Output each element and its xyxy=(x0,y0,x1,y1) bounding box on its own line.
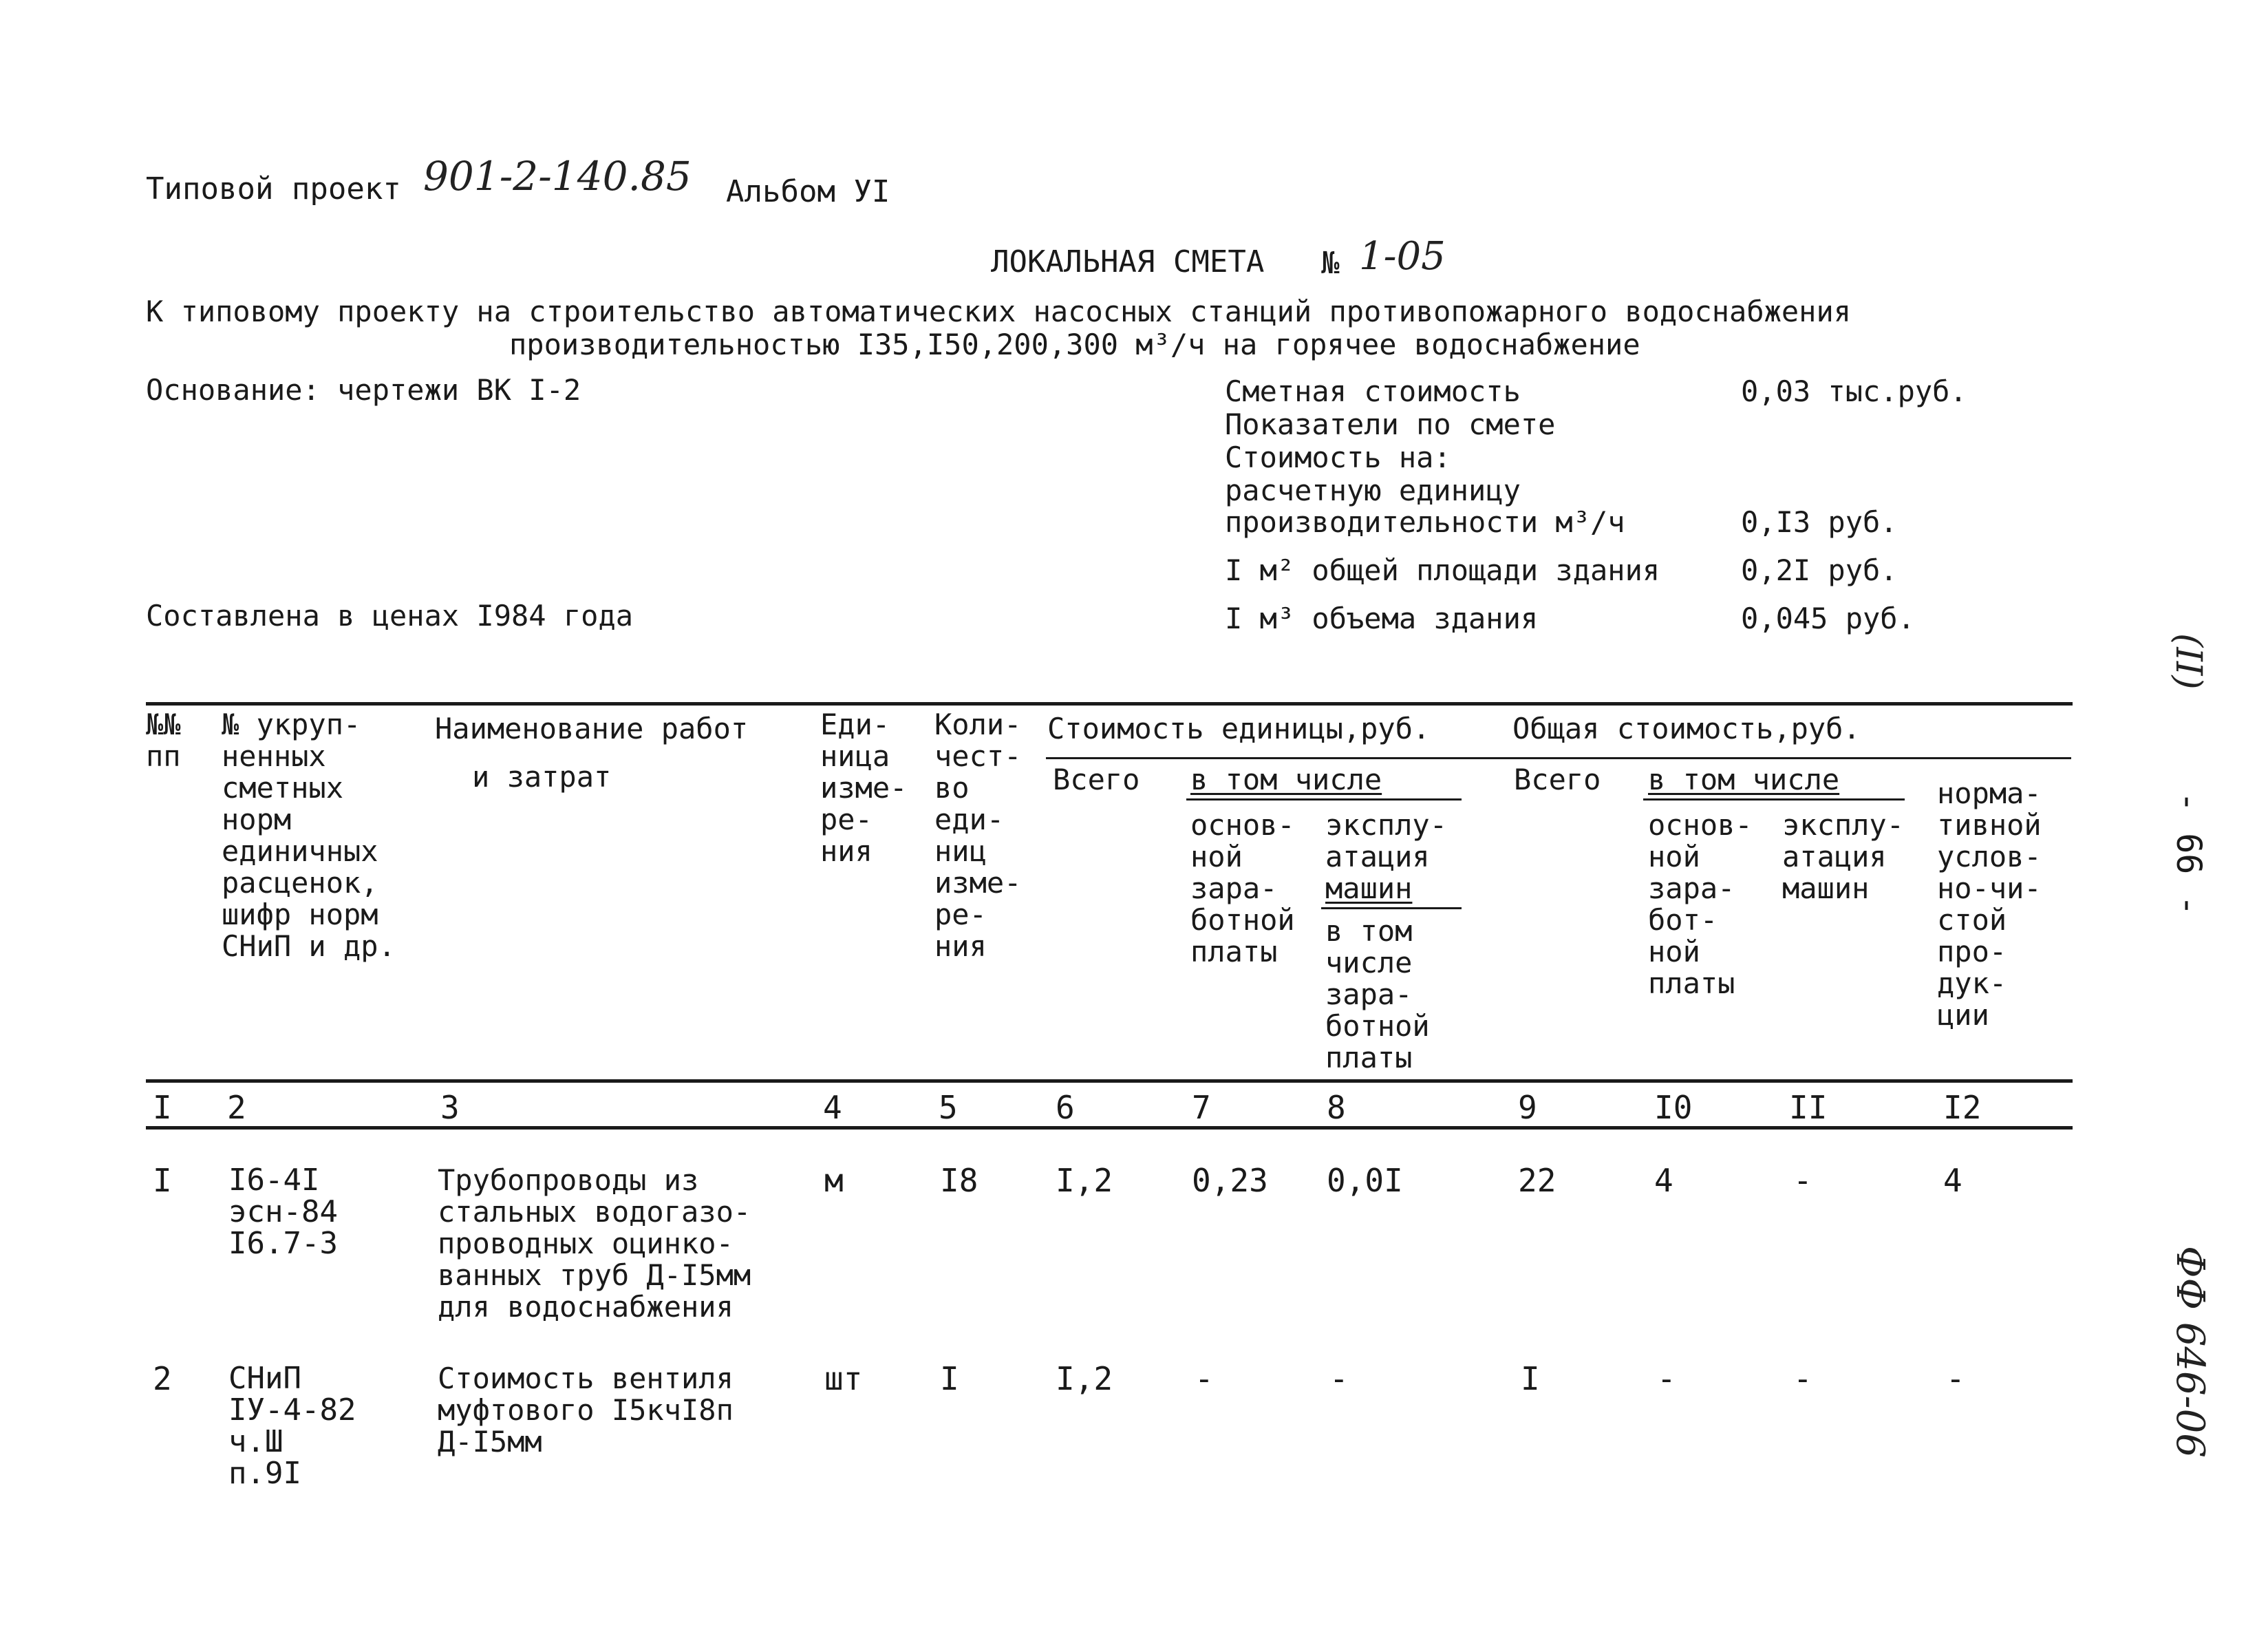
table-row-quantity: I xyxy=(940,1360,959,1397)
estimate-title: ЛОКАЛЬНАЯ СМЕТА xyxy=(991,244,1265,279)
col-number: 2 xyxy=(227,1089,246,1126)
col-numbers-rule xyxy=(146,1126,2073,1130)
col-number: 8 xyxy=(1327,1089,1346,1126)
summary-label: производительности м³/ч xyxy=(1225,505,1625,539)
header-unit: Еди- ница изме- ре- ния xyxy=(820,708,908,868)
header-unit-incl: в том числе xyxy=(1190,763,1382,796)
col-number: 4 xyxy=(823,1089,842,1126)
table-row-unit-machines: - xyxy=(1329,1360,1349,1397)
header-total-total: Всего xyxy=(1514,763,1601,796)
summary-value: 0,2I руб. xyxy=(1741,553,1898,587)
table-row-total: 22 xyxy=(1518,1162,1556,1199)
summary-label: Сметная стоимость xyxy=(1225,374,1521,408)
table-row-quantity: I8 xyxy=(940,1162,978,1199)
table-row-code: I6-4I эсн-84 I6.7-3 xyxy=(228,1163,338,1261)
table-row-total-salary: - xyxy=(1657,1360,1676,1397)
total-cost-rule xyxy=(1507,757,2071,759)
summary-label: расчетную единицу xyxy=(1225,474,1521,507)
header-quantity: Коли- чест- во еди- ниц изме- ре- ния xyxy=(934,708,1022,963)
col-number: I2 xyxy=(1943,1089,1982,1126)
table-row-unit-machines: 0,0I xyxy=(1327,1162,1403,1199)
estimate-number: 1-05 xyxy=(1359,234,1446,279)
table-row-unit: шт xyxy=(824,1360,863,1397)
header-work-name-2: и затрат xyxy=(472,760,612,794)
col-number: I xyxy=(153,1089,172,1126)
col-number: 6 xyxy=(1056,1089,1075,1126)
album-label: Альбом УI xyxy=(726,174,890,209)
header-unit-machines: эксплу- атация машин xyxy=(1325,808,1448,905)
page-number: - 66 - xyxy=(2169,792,2209,916)
project-label: Типовой проект xyxy=(146,171,401,206)
table-row-number: I xyxy=(153,1162,172,1199)
summary-label: I м² общей площади здания xyxy=(1225,553,1660,587)
summary-value: 0,I3 руб. xyxy=(1741,505,1898,539)
unit-cost-rule xyxy=(1046,757,1528,759)
col-number: 9 xyxy=(1518,1089,1537,1126)
col-number: 7 xyxy=(1192,1089,1211,1126)
table-row-number: 2 xyxy=(153,1360,172,1397)
header-total-incl: в том числе xyxy=(1648,763,1840,796)
table-row-unit-salary: - xyxy=(1195,1360,1214,1397)
header-unit-machines-salary: в том числе зара- ботной платы xyxy=(1325,914,1430,1074)
header-total-base-salary: основ- ной зара- бот- ной платы xyxy=(1648,808,1753,1000)
table-row-code: СНиП IУ-4-82 ч.Ш п.9I xyxy=(228,1361,356,1491)
unit-incl-rule xyxy=(1186,798,1462,801)
summary-label: I м³ объема здания xyxy=(1225,602,1539,635)
table-row-unit-salary: 0,23 xyxy=(1192,1162,1268,1199)
header-unit-cost-group: Стоимость единицы,руб. xyxy=(1047,712,1431,745)
table-row-total-salary: 4 xyxy=(1654,1162,1673,1199)
header-unit-base-salary: основ- ной зара- ботной платы xyxy=(1190,808,1295,968)
table-row-unit-total: I,2 xyxy=(1056,1360,1113,1397)
sheet-mark: (II) xyxy=(2168,633,2209,690)
table-row-unit-total: I,2 xyxy=(1056,1162,1113,1199)
header-bottom-rule xyxy=(146,1079,2073,1083)
table-row-total-machines: - xyxy=(1793,1162,1812,1199)
header-normative-output: норма- тивной услов- но-чи- стой про- дук- ции xyxy=(1937,776,2042,1032)
prices-year-text: Составлена в ценах I984 года xyxy=(146,599,634,633)
table-row-name: Трубопроводы из стальных водогазо- проводных оцинко- ванных труб Д-I5мм для водоснабжения xyxy=(438,1163,751,1324)
col-number: II xyxy=(1789,1089,1828,1126)
subject-line-1: К типовому проекту на строительство автоматических насосных станций противопожарного водоснабжения xyxy=(146,295,1852,328)
estimate-number-mark: № xyxy=(1321,246,1340,281)
total-incl-rule xyxy=(1643,798,1905,801)
table-row-total-machines: - xyxy=(1793,1360,1812,1397)
header-total-cost-group: Общая стоимость,руб. xyxy=(1512,712,1861,745)
table-top-rule xyxy=(146,702,2073,706)
header-unit-total: Всего xyxy=(1053,763,1140,796)
subject-line-2: производительностью I35,I50,200,300 м³/ч на горячее водоснабжение xyxy=(509,328,1640,361)
summary-label: Показатели по смете xyxy=(1225,407,1556,441)
table-row-normative: 4 xyxy=(1943,1162,1962,1199)
header-row-number: №№ пп xyxy=(146,708,181,773)
table-row-name: Стоимость вентиля муфтового I5кчI8п Д-I5мм xyxy=(438,1361,734,1459)
col-number: I0 xyxy=(1654,1089,1693,1126)
machines-rule xyxy=(1321,907,1462,909)
summary-value: 0,045 руб. xyxy=(1741,602,1915,635)
table-row-normative: - xyxy=(1946,1360,1965,1397)
table-row-total: I xyxy=(1521,1360,1540,1397)
table-row-unit: м xyxy=(824,1162,844,1199)
basis-text: Основание: чертежи ВК I-2 xyxy=(146,373,581,407)
project-number: 901-2-140.85 xyxy=(423,153,692,200)
summary-value: 0,03 тыс.руб. xyxy=(1741,374,1967,408)
col-number: 3 xyxy=(440,1089,460,1126)
summary-label: Стоимость на: xyxy=(1225,441,1451,474)
header-total-machines: эксплу- атация машин xyxy=(1782,808,1905,905)
header-work-name: Наименование работ xyxy=(435,712,749,745)
header-norm-code: № укруп- ненных сметных норм единичных расценок, шифр норм СНиП и др. xyxy=(222,708,396,963)
stamp-mark: ФФ 646-06 xyxy=(2168,1246,2212,1458)
col-number: 5 xyxy=(939,1089,958,1126)
